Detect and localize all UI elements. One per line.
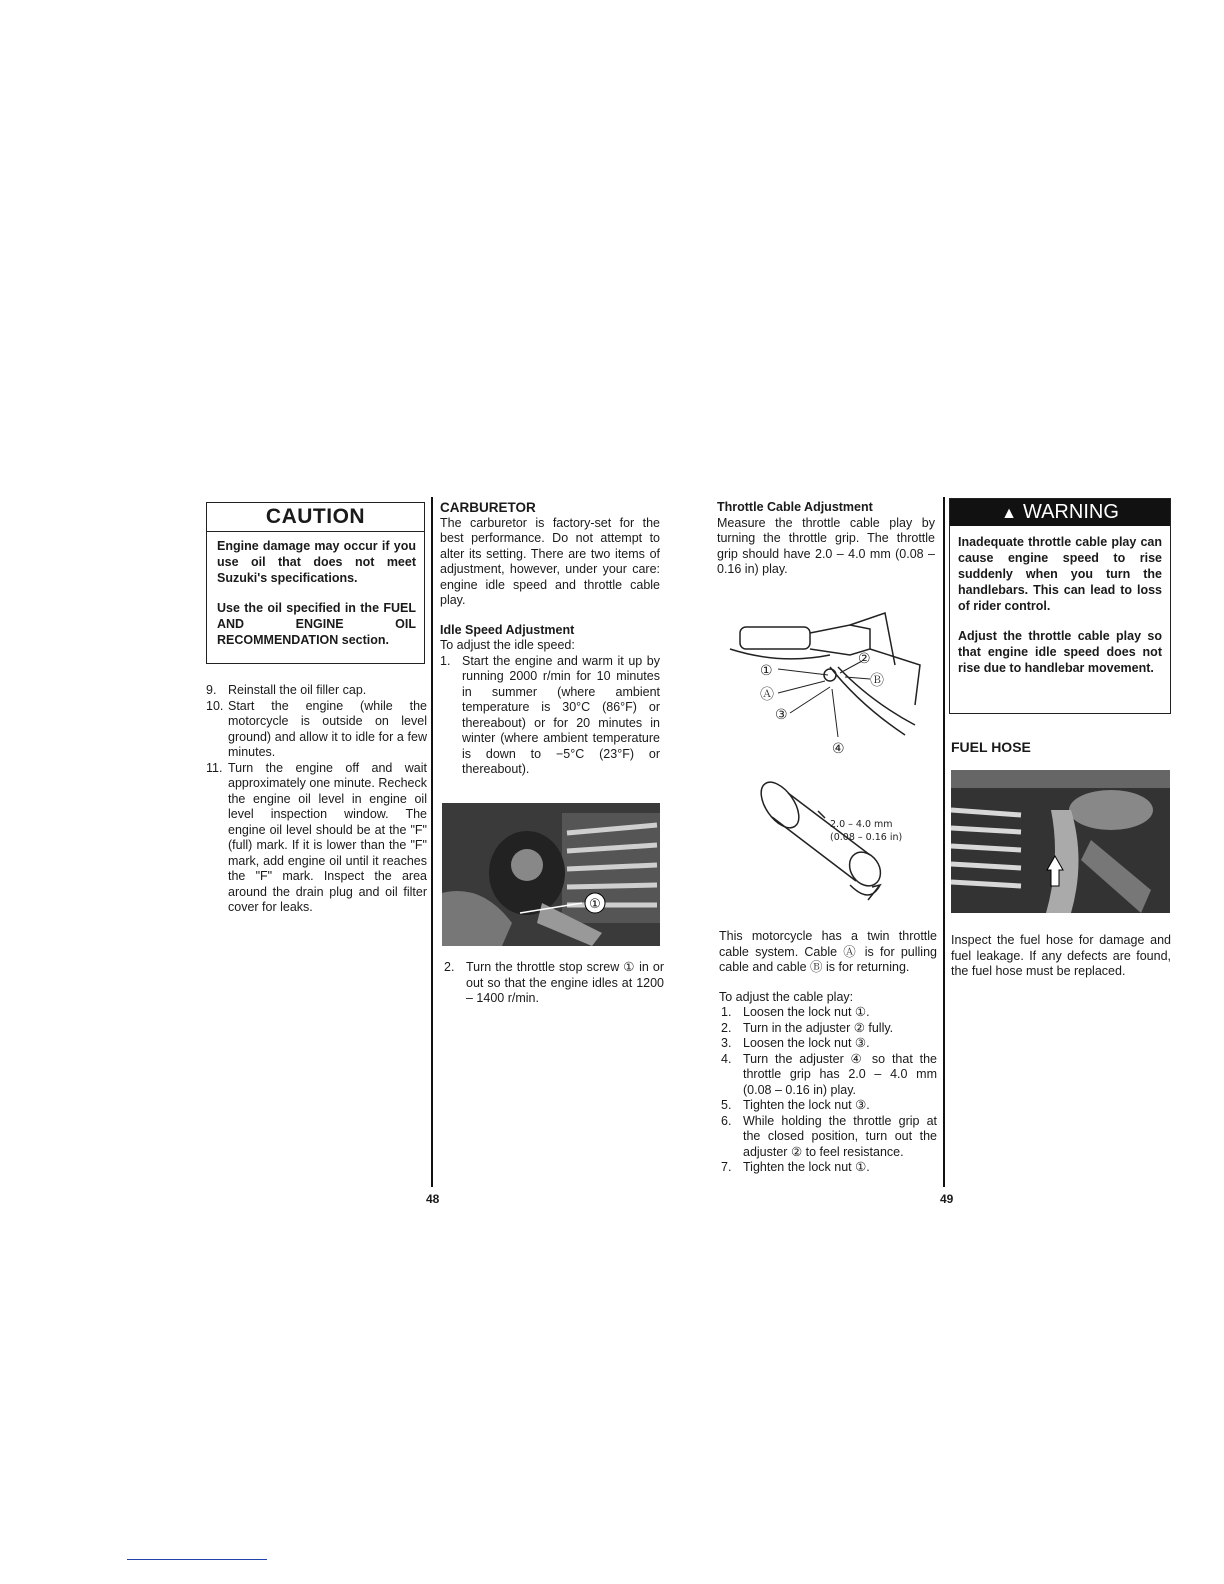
warning-title: WARNING (1022, 501, 1119, 523)
warning-box (949, 498, 1171, 714)
photo-callout-1: ① (589, 897, 601, 912)
warning-text-2: Adjust the throttle cable play so that engine idle speed does not rise due to handlebar movement. (958, 629, 1162, 675)
throttle-intro: Measure the throttle cable play by turning the throttle grip. The throttle grip should have 2.0 – 4.0 mm (0.08 – 0.16 in) play. (717, 515, 935, 576)
throttle-adjust-section (719, 929, 937, 1176)
page-number-48: 48 (426, 1192, 440, 1206)
twin-cable-text: This motorcycle has a twin throttle cable system. Cable Ⓐ is for pulling cable and cable Ⓑ is for returning. (719, 929, 937, 974)
caution-text-1: Engine damage may occur if you use oil that does not meet Suzuki's specifications. (217, 539, 416, 585)
grip-play-mm: 2.0 – 4.0 mm (830, 819, 893, 830)
fuel-hose-photo (951, 770, 1170, 913)
list-item: 2. Turn the throttle stop screw ① in or out so that the engine idles at 1200 – 1400 r/min. (444, 960, 664, 1005)
warning-triangle-icon: ▲ (1001, 505, 1017, 522)
list-item: 10. Start the engine (while the motorcycle is outside on level ground) and allow it to idle for a few minutes. (206, 698, 427, 759)
idle-step-2 (444, 960, 664, 1007)
page-divider-left (431, 497, 433, 1187)
list-item: 1. Loosen the lock nut ①. (721, 1005, 870, 1019)
idle-speed-title: Idle Speed Adjustment (440, 622, 575, 637)
diagram-label-3: ③ (775, 707, 788, 723)
footnote-rule (127, 1559, 267, 1560)
adjust-intro: To adjust the cable play: (719, 989, 854, 1004)
list-item: 4. Turn the adjuster ④ so that the throttle grip has 2.0 – 4.0 mm (0.08 – 0.16 in) play. (721, 1051, 937, 1097)
list-item: 2. Turn in the adjuster ② fully. (721, 1020, 894, 1035)
oil-change-steps (206, 683, 427, 916)
page-number-49: 49 (940, 1192, 954, 1206)
diagram-label-4: ④ (832, 741, 845, 757)
list-item: 11. Turn the engine off and wait approximately one minute. Recheck the engine oil level in engine oil level inspection window. The engine oil level should be at the "F" (full) mark. If it is lower than the "F" mark, add engine oil until it reaches the "F" mark. Inspect the area around the drain plug and oil filter cover for leaks. (206, 760, 427, 914)
list-item: 7. Tighten the lock nut ①. (721, 1160, 870, 1174)
list-item: 6. While holding the throttle grip at the closed position, turn out the adjuster ② to feel resistance. (721, 1113, 937, 1159)
caution-text-2: Use the oil specified in the FUEL AND ENGINE OIL RECOMMENDATION section. (217, 601, 416, 647)
list-item: 3. Loosen the lock nut ③. (721, 1036, 870, 1050)
grip-play-in: (0.08 – 0.16 in) (830, 832, 903, 843)
caution-title: CAUTION (207, 503, 424, 532)
fuel-hose-text: Inspect the fuel hose for damage and fuel leakage. If any defects are found, the fuel hose must be replaced. (951, 933, 1171, 978)
carburetor-intro: The carburetor is factory-set for the best performance. Do not attempt to alter its setting. There are two items of adjustment, however, under your care: engine idle speed and throttle cable play. (440, 515, 660, 607)
list-item: 1. Start the engine and warm it up by running 2000 r/min for 10 minutes in summer (where ambient temperature is 30°C (86°F) or thereabout) or for 20 minutes in winter (where ambient temperature is down to −5°C (23°F) or thereabout). (440, 653, 660, 776)
caution-box (206, 502, 425, 664)
carburetor-section (440, 500, 660, 778)
fuel-hose-title: FUEL HOSE (951, 739, 1031, 755)
carburetor-photo (442, 803, 660, 946)
diagram-label-A: Ⓐ (760, 687, 774, 703)
diagram-label-2: ② (858, 651, 871, 667)
idle-speed-intro: To adjust the idle speed: (440, 638, 575, 652)
carburetor-title: CARBURETOR (440, 500, 536, 515)
throttle-title: Throttle Cable Adjustment (717, 500, 873, 514)
warning-header (950, 499, 1170, 526)
diagram-label-1: ① (760, 663, 773, 679)
fuel-hose-section (951, 933, 1171, 980)
page-divider-right (943, 497, 945, 1187)
diagram-label-B: Ⓑ (870, 673, 884, 689)
list-item: 9. Reinstall the oil filler cap. (206, 683, 367, 697)
throttle-diagram (720, 605, 935, 925)
warning-text-1: Inadequate throttle cable play can cause engine speed to rise suddenly when you turn the handlebars. This can lead to loss of rider control. (958, 535, 1162, 613)
throttle-section (717, 500, 935, 578)
list-item: 5. Tighten the lock nut ③. (721, 1098, 870, 1112)
